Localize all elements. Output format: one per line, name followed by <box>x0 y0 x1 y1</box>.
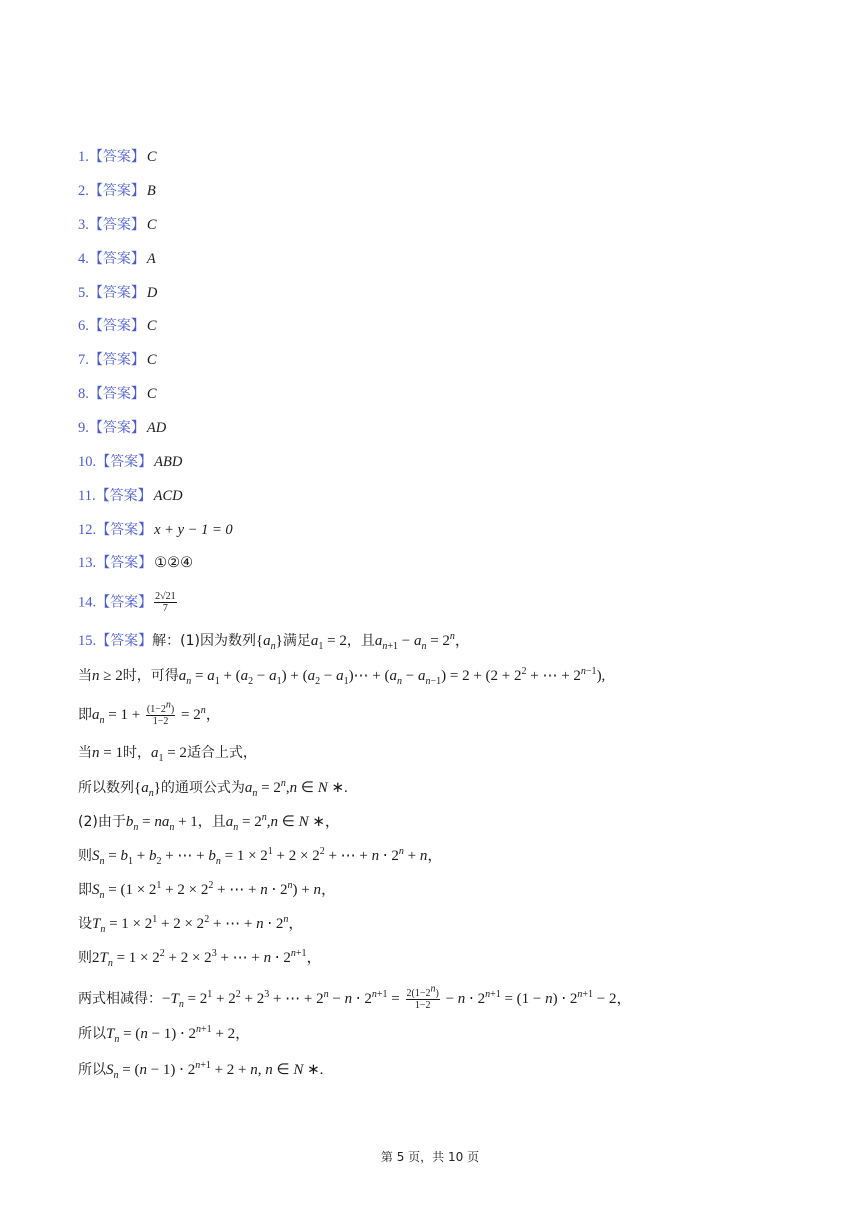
formula: $S_n = (n - 1) \cdot 2^{n+1} + 2 + n$, n ∈ N ∗. <box>106 1060 324 1081</box>
solution-text: 当 <box>78 745 92 761</box>
answer-value: ACD <box>153 488 183 504</box>
answer-value: C <box>146 217 157 233</box>
question-number: 1. <box>78 149 89 165</box>
solution-line-11 <box>78 983 632 1011</box>
answer-tag: 【答案】 <box>95 488 152 504</box>
formula: $a_1 = 2$ <box>310 633 347 652</box>
question-number: 14. <box>78 594 97 611</box>
solution-line-12 <box>78 1024 250 1044</box>
answer-line-12 <box>78 520 233 540</box>
question-number: 2. <box>78 183 89 199</box>
answer-line-3 <box>78 215 157 235</box>
solution-text: 即 <box>78 706 92 723</box>
formula: $S_n = b_1 + b_2$ + ⋯ + $b_n = 1 \times 2^1 + 2 \times 2^2$ + ⋯ + $n \cdot 2^n + n$， <box>92 846 443 867</box>
solution-text: 则 <box>78 848 92 864</box>
answer-tag: 【答案】 <box>96 633 153 649</box>
answer-value: AD <box>146 420 167 436</box>
solution-line-5 <box>78 778 348 798</box>
answer-line-13 <box>78 553 193 573</box>
solution-line-1 <box>78 631 470 651</box>
formula: $a_n = 2^n,n$ ∈ N ∗. <box>244 778 348 799</box>
answer-line-11 <box>78 486 183 506</box>
answer-line-4 <box>78 249 156 269</box>
question-number: 5. <box>78 285 89 301</box>
solution-text: 解：(1)因为数列 <box>152 633 256 649</box>
formula: $2T_n = 1 \times 2^2 + 2 \times 2^3$ + ⋯ + $n \cdot 2^{n+1}$， <box>92 948 322 969</box>
answer-line-1 <box>78 147 157 167</box>
solution-line-10 <box>78 948 322 968</box>
answer-line-14 <box>78 591 179 614</box>
formula: n = 1 <box>92 745 123 761</box>
solution-text: 满足 <box>282 633 311 649</box>
question-number: 9. <box>78 420 89 436</box>
solution-text: (2)由于 <box>78 814 126 830</box>
solution-text: 两式相减得： <box>78 990 162 1007</box>
solution-text: 当 <box>78 668 92 684</box>
formula: $\{a_n\}$ <box>255 633 283 652</box>
solution-text: 所以 <box>78 1062 106 1078</box>
answer-value: x + y − 1 = 0 <box>154 522 233 538</box>
answer-line-6 <box>78 316 157 336</box>
solution-line-3 <box>78 699 221 727</box>
solution-text: ，且 <box>197 814 226 830</box>
question-number: 6. <box>78 318 89 334</box>
solution-line-8 <box>78 880 336 900</box>
answer-tag: 【答案】 <box>88 217 145 233</box>
solution-text: 即 <box>78 882 92 898</box>
solution-line-13 <box>78 1060 323 1080</box>
solution-text: 所以 <box>78 1026 106 1042</box>
answer-value: C <box>146 352 157 368</box>
answer-tag: 【答案】 <box>88 251 145 267</box>
answer-line-10 <box>78 452 182 472</box>
solution-line-9 <box>78 914 303 934</box>
solution-line-2 <box>78 666 605 686</box>
question-number: 11. <box>78 488 96 504</box>
formula: $S_n = (1 \times 2^1 + 2 \times 2^2$ + ⋯ + $n \cdot 2^n) + n$， <box>92 880 337 901</box>
solution-text: 适合上式， <box>186 745 257 761</box>
answer-line-7 <box>78 350 157 370</box>
answer-tag: 【答案】 <box>88 352 145 368</box>
question-number: 10. <box>78 454 97 470</box>
question-number: 15. <box>78 633 97 649</box>
answer-line-9 <box>78 418 166 438</box>
answer-fraction <box>154 591 177 614</box>
fraction: $\frac{2(1-2^n)}{1-2}$ <box>406 983 439 1011</box>
answer-line-2 <box>78 181 156 201</box>
solution-text: 时， <box>122 745 151 761</box>
formula: $\{a_n\}$ <box>134 780 161 799</box>
solution-text: 的通项公式为 <box>160 780 245 796</box>
question-number: 12. <box>78 522 97 538</box>
answer-tag: 【答案】 <box>96 454 153 470</box>
answer-value: D <box>146 285 158 301</box>
formula: $a_n = a_1 + (a_2 - a_1) + (a_2$ − $a_1)\cdots + (a_n - a_{n-1}) = 2 + (2 + 2^2$ + ⋯ + $2^{n-1}$), <box>178 666 606 687</box>
answer-tag: 【答案】 <box>88 420 145 436</box>
page-footer: 第 5 页，共 10 页 <box>380 1150 480 1164</box>
formula: $T_n = 1 \times 2^1 + 2 \times 2^2$ + ⋯ + $n \cdot 2^n$， <box>92 914 304 935</box>
formula: $a_n = 1$ + $\frac{(1-2^n)}{1-2}$ = $2^n$， <box>92 699 221 727</box>
solution-text: 时，可得 <box>122 668 179 684</box>
solution-text: ，且 <box>346 633 375 649</box>
answer-tag: 【答案】 <box>88 318 145 334</box>
solution-line-7 <box>78 846 442 866</box>
answer-value: C <box>146 386 157 402</box>
answer-value: B <box>146 183 156 199</box>
fraction-numerator: 2√21 <box>155 591 176 602</box>
answer-value: ①②④ <box>154 555 194 571</box>
question-number: 4. <box>78 251 89 267</box>
answer-tag: 【答案】 <box>96 594 153 611</box>
answer-tag: 【答案】 <box>88 386 145 402</box>
answer-tag: 【答案】 <box>96 522 153 538</box>
formula: n ≥ 2 <box>92 668 123 684</box>
solution-text: 设 <box>78 916 92 932</box>
answer-value: ABD <box>154 454 183 470</box>
answer-value: C <box>146 318 157 334</box>
answer-tag: 【答案】 <box>96 555 153 571</box>
answer-line-5 <box>78 283 157 303</box>
answer-tag: 【答案】 <box>88 183 145 199</box>
answer-value: C <box>146 149 157 165</box>
solution-text: 所以数列 <box>78 780 134 796</box>
formula: $T_n = (n - 1) \cdot 2^{n+1} + 2$， <box>106 1024 251 1045</box>
formula: $a_{n+1} - a_n = 2^n$， <box>374 631 470 652</box>
fraction-denominator: 7 <box>162 603 168 614</box>
answer-tag: 【答案】 <box>88 149 145 165</box>
answer-tag: 【答案】 <box>88 285 145 301</box>
question-number: 8. <box>78 386 89 402</box>
answer-value: A <box>146 251 156 267</box>
solution-text: 则 <box>78 950 92 966</box>
question-number: 13. <box>78 555 97 571</box>
question-number: 3. <box>78 217 89 233</box>
fraction: $\frac{(1-2^n)}{1-2}$ <box>146 699 175 727</box>
solution-line-4 <box>78 743 257 763</box>
formula: $a_1 = 2$ <box>150 745 187 764</box>
answer-line-8 <box>78 384 157 404</box>
formula: $a_n = 2^n,n$ ∈ N ∗， <box>225 812 340 833</box>
formula: $b_n = na_n + 1$ <box>125 814 198 833</box>
question-number: 7. <box>78 352 89 368</box>
solution-line-6 <box>78 812 340 832</box>
formula: $-T_n = 2^1 + 2^2 + 2^3$ + ⋯ + $2^n - n \cdot 2^{n+1}$ = $\frac{2(1-2^n)}{1-2}$ − $n \cdot 2^{n+1} = (1 - n) \cdot 2^{n+1} - 2$， <box>162 983 632 1011</box>
